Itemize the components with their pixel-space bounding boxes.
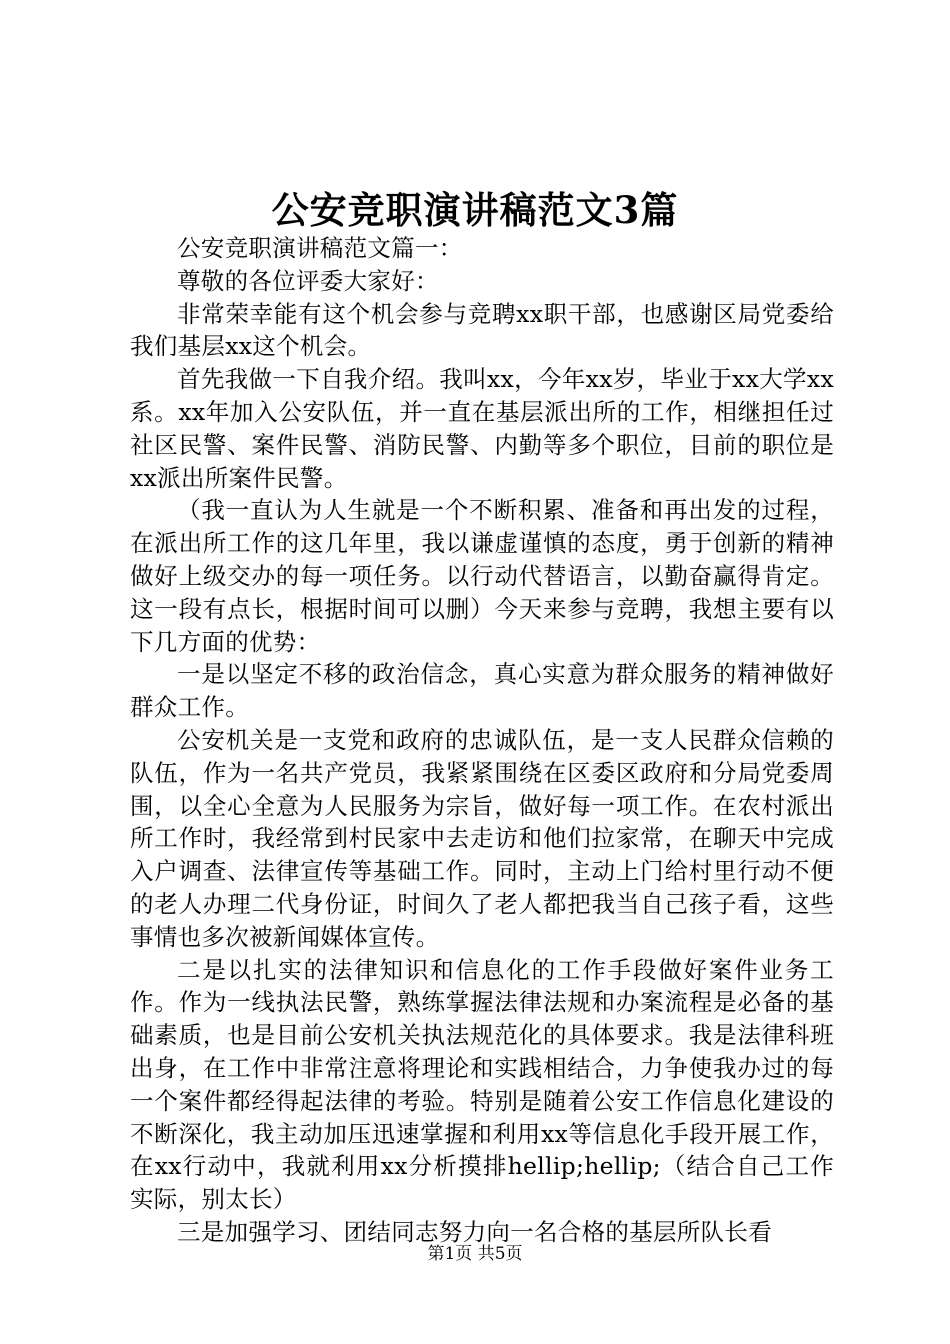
paragraph: 首先我做一下自我介绍。我叫xx，今年xx岁，毕业于xx大学xx系。xx年加入公安队伍，并一直在基层派出所的工作，相继担任过社区民警、案件民警、消防民警、内勤等多个职位，目前的职位是xx派出所案件民警。 bbox=[130, 365, 834, 492]
page-footer: 第1页 共5页 bbox=[427, 1244, 523, 1264]
document-title: 公安竞职演讲稿范文3篇 bbox=[271, 188, 679, 232]
paragraph: 非常荣幸能有这个机会参与竞聘xx职干部，也感谢区局党委给我们基层xx这个机会。 bbox=[130, 299, 834, 361]
paragraph: （我一直认为人生就是一个不断积累、准备和再出发的过程，在派出所工作的这几年里，我以谦虚谨慎的态度，勇于创新的精神做好上级交办的每一项任务。以行动代替语言，以勤奋赢得肯定。这一段有点长，根据时间可以删）今天来参与竞聘，我想主要有以下几方面的优势： bbox=[130, 496, 834, 656]
paragraph-salutation: 尊敬的各位评委大家好： bbox=[177, 266, 439, 295]
paragraph: 一是以坚定不移的政治信念，真心实意为群众服务的精神做好群众工作。 bbox=[130, 660, 834, 722]
paragraph: 三是加强学习、团结同志努力向一名合格的基层所队长看 bbox=[177, 1217, 772, 1246]
paragraph-heading: 公安竞职演讲稿范文篇一： bbox=[177, 234, 463, 262]
document-body bbox=[130, 232, 834, 1249]
paragraph: 二是以扎实的法律知识和信息化的工作手段做好案件业务工作。作为一线执法民警，熟练掌握法律法规和办案流程是必备的基础素质，也是目前公安机关执法规范化的具体要求。我是法律科班出身，在工作中非常注意将理论和实践相结合，力争使我办过的每一个案件都经得起法律的考验。特别是随着公安工作信息化建设的不断深化，我主动加压迅速掌握和利用xx等信息化手段开展工作，在xx行动中，我就利用xx分析摸排hellip;hellip;（结合自己工作实际，别太长） bbox=[130, 955, 834, 1214]
paragraph: 公安机关是一支党和政府的忠诚队伍，是一支人民群众信赖的队伍，作为一名共产党员，我紧紧围绕在区委区政府和分局党委周围，以全心全意为人民服务为宗旨，做好每一项工作。在农村派出所工作时，我经常到村民家中去走访和他们拉家常，在聊天中完成入户调查、法律宣传等基础工作。同时，主动上门给村里行动不便的老人办理二代身份证，时间久了老人都把我当自己孩子看，这些事情也多次被新闻媒体宣传。 bbox=[130, 725, 834, 951]
